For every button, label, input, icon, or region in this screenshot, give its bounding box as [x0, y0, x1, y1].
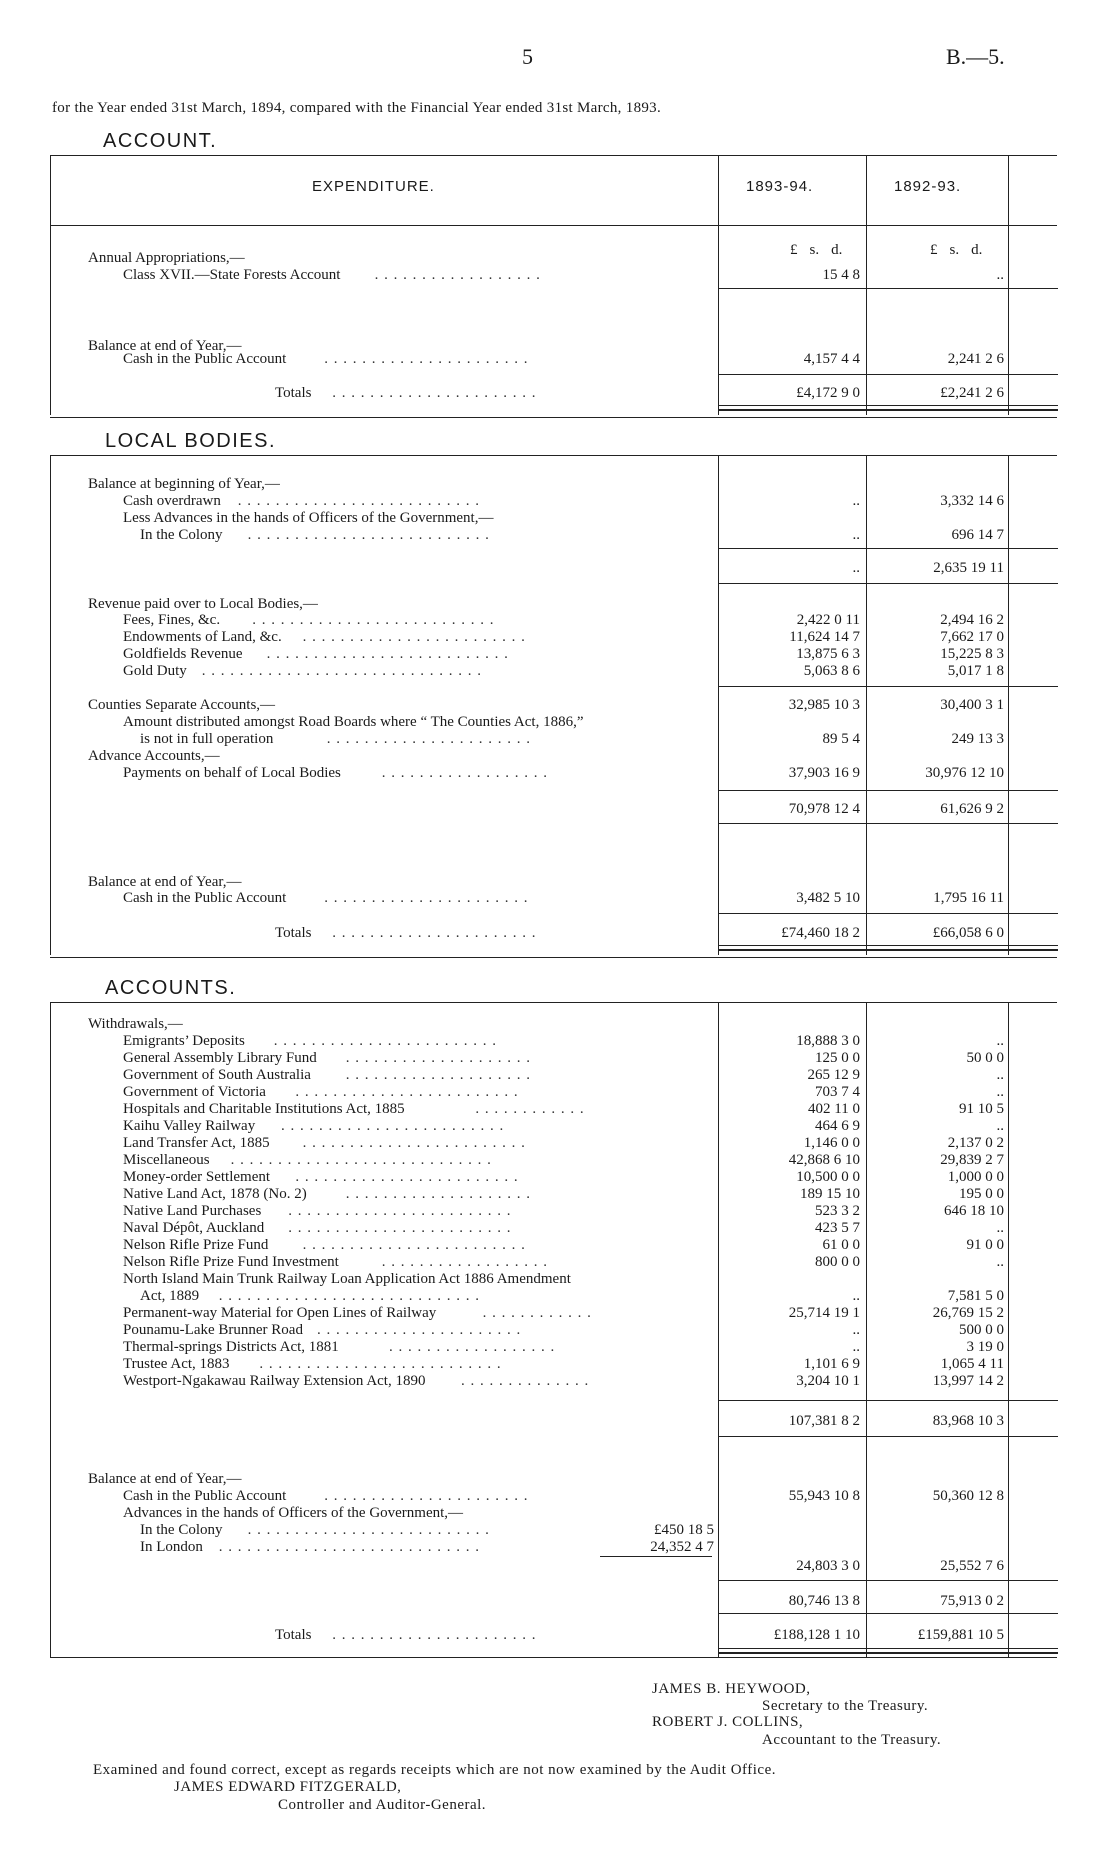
leader-dots: . . . . . . . . . . . . . . . . . . . . [345, 1067, 532, 1083]
row-label: Miscellaneous [123, 1152, 210, 1168]
table-bottom-rule [50, 957, 1057, 958]
leader-dots: . . . . . . . . . . . . . . . . . . . . . . . . [302, 1237, 526, 1253]
amount-1893-94: 42,868 6 10 [788, 1152, 860, 1168]
table-row [0, 510, 1114, 527]
amount-1892-93: 61,626 9 2 [940, 801, 1004, 817]
row-label: Native Land Act, 1878 (No. 2) [123, 1186, 307, 1202]
rule-line [718, 405, 1058, 406]
rule-line [718, 1580, 1058, 1581]
row-label: Payments on behalf of Local Bodies [123, 765, 341, 781]
amount-1892-93: 646 18 10 [944, 1203, 1004, 1219]
rule-line [718, 913, 1058, 914]
leader-dots: . . . . . . . . . . . . . . . . . . . . . . [324, 351, 529, 367]
table-row [0, 663, 1114, 680]
accountant-name: ROBERT J. COLLINS, [652, 1714, 804, 1730]
amount-1893-94: £188,128 1 10 [773, 1627, 860, 1643]
amount-1893-94: 423 5 7 [815, 1220, 860, 1236]
table-row [0, 1522, 1114, 1539]
unit-pence: d. [831, 242, 843, 258]
leader-dots: . . . . . . . . . . . . . . . . . . . . . . [332, 1627, 537, 1643]
leader-dots: . . . . . . . . . . . . . . . . . . . . . . . . [295, 1084, 519, 1100]
row-label: Revenue paid over to Local Bodies,— [88, 596, 318, 612]
amount-1893-94: 80,746 13 8 [788, 1593, 860, 1609]
leader-dots: . . . . . . . . . . . . . . . . . . . . . . . . . . . . [218, 1288, 481, 1304]
leader-dots: . . . . . . . . . . . . . . . . . . . . . . . . . . [247, 527, 490, 543]
rule-line [718, 823, 1058, 824]
leader-dots: . . . . . . . . . . . . . . . . . . . . . . . . [302, 629, 526, 645]
amount-1893-94: 32,985 10 3 [788, 697, 860, 713]
row-label: Naval Dépôt, Auckland [123, 1220, 265, 1236]
table-row [0, 385, 1114, 402]
table-row [0, 1322, 1114, 1339]
row-label: Goldfields Revenue [123, 646, 243, 662]
amount-1893-94: 1,146 0 0 [803, 1135, 860, 1151]
leader-dots: . . . . . . . . . . . . . . . . . . . . [345, 1186, 532, 1202]
column-divider [866, 155, 867, 415]
amount-1893-94: 18,888 3 0 [796, 1033, 860, 1049]
row-label: Endowments of Land, &c. [123, 629, 282, 645]
amount-1893-94: 61 0 0 [822, 1237, 860, 1253]
row-label: In London [140, 1539, 203, 1555]
amount-1892-93: 83,968 10 3 [932, 1413, 1004, 1429]
amount-1893-94: 107,381 8 2 [788, 1413, 860, 1429]
auditor-name: JAMES EDWARD FITZGERALD, [174, 1779, 402, 1795]
row-label: Advances in the hands of Officers of the Government,— [123, 1505, 464, 1521]
table-left-border [50, 155, 51, 415]
amount-1893-94: 523 3 2 [815, 1203, 860, 1219]
table-row [0, 731, 1114, 748]
amount-1893-94: 24,803 3 0 [796, 1558, 860, 1574]
row-label: Nelson Rifle Prize Fund Investment [123, 1254, 339, 1270]
row-label: Nelson Rifle Prize Fund [123, 1237, 269, 1253]
row-label: Cash overdrawn [123, 493, 221, 509]
amount-1893-94: 703 7 4 [815, 1084, 860, 1100]
amount-1892-93: 2,241 2 6 [947, 351, 1004, 367]
table-row [0, 267, 1114, 284]
row-label: Totals [275, 1627, 312, 1643]
amount-1893-94: .. [852, 527, 860, 543]
table-row [0, 874, 1114, 891]
table-row [0, 1558, 1114, 1575]
amount-1892-93: 2,635 19 11 [933, 560, 1004, 576]
amount-1893-94: 3,482 5 10 [796, 890, 860, 906]
leader-dots: . . . . . . . . . . . . [475, 1101, 585, 1117]
amount-1892-93: .. [996, 1067, 1004, 1083]
amount-1893-94: 189 15 10 [800, 1186, 860, 1202]
amount-1892-93: 7,581 5 0 [947, 1288, 1004, 1304]
rule-line [718, 1436, 1058, 1437]
leader-dots: . . . . . . . . . . . . . . . . . . . . . . [324, 890, 529, 906]
leader-dots: . . . . . . . . . . . . . . . . . . . . . . [324, 1488, 529, 1504]
amount-1893-94: 3,204 10 1 [796, 1373, 860, 1389]
row-label: Fees, Fines, &c. [123, 612, 221, 628]
table-row [0, 1471, 1114, 1488]
amount-1892-93: 91 0 0 [966, 1237, 1004, 1253]
row-label: General Assembly Library Fund [123, 1050, 317, 1066]
row-label: Counties Separate Accounts,— [88, 697, 276, 713]
leader-dots: . . . . . . . . . . . . . . . . . . . . . . [326, 731, 532, 747]
secretary-name: JAMES B. HEYWOOD, [652, 1681, 811, 1697]
row-label: Balance at beginning of Year,— [88, 476, 280, 492]
amount-1892-93: 1,795 16 11 [933, 890, 1004, 906]
rule-line [718, 790, 1058, 791]
amount-1893-94: 4,157 4 4 [803, 351, 860, 367]
leader-dots: . . . . . . . . . . . . . . . . . . . . [345, 1050, 532, 1066]
table-row [0, 629, 1114, 646]
amount-1892-93: .. [996, 1033, 1004, 1049]
table-row [0, 1339, 1114, 1356]
table-row [0, 714, 1114, 731]
amount-1892-93: £159,881 10 5 [917, 1627, 1004, 1643]
table-row [0, 1203, 1114, 1220]
row-label: Trustee Act, 1883 [123, 1356, 230, 1372]
leader-dots: . . . . . . . . . . . . . . . . . . . . . . . . [273, 1033, 498, 1049]
table-row [0, 1220, 1114, 1237]
accountant-title: Accountant to the Treasury. [762, 1732, 942, 1748]
amount-1892-93: 25,552 7 6 [940, 1558, 1004, 1574]
amount-1893-94: £4,172 9 0 [796, 385, 860, 401]
row-label: Government of South Australia [123, 1067, 311, 1083]
column-divider [718, 155, 719, 415]
amount-1892-93: .. [996, 1254, 1004, 1270]
table-row [0, 748, 1114, 765]
rule-line [718, 1652, 1058, 1654]
unit-pence: d. [971, 242, 983, 258]
rule-line [718, 945, 1058, 946]
table-row [0, 1237, 1114, 1254]
page-code: B.—5. [946, 44, 1005, 69]
table-row [0, 1016, 1114, 1033]
row-label: Westport-Ngakawau Railway Extension Act, 1890 [123, 1373, 426, 1389]
row-label: Advance Accounts,— [88, 748, 220, 764]
row-label: is not in full operation [140, 731, 274, 747]
amount-1893-94: 11,624 14 7 [789, 629, 860, 645]
amount-1893-94: 402 11 0 [808, 1101, 860, 1117]
row-label: Totals [275, 925, 312, 941]
table-row [0, 476, 1114, 493]
amount-1892-93: 75,913 0 2 [940, 1593, 1004, 1609]
row-label: Withdrawals,— [88, 1016, 183, 1032]
row-label: Annual Appropriations,— [88, 250, 245, 266]
table-row [0, 1152, 1114, 1169]
amount-1892-93: 195 0 0 [959, 1186, 1004, 1202]
table-bottom-rule [50, 1657, 1057, 1658]
amount-1893-94: .. [852, 1322, 860, 1338]
rule-line [718, 548, 1058, 549]
page-number: 5 [522, 44, 533, 69]
amount-1892-93: 3,332 14 6 [940, 493, 1004, 509]
table-row [0, 1271, 1114, 1288]
rule-line [718, 949, 1058, 951]
table-row [0, 351, 1114, 368]
amount-1893-94: .. [852, 1288, 860, 1304]
table-row [0, 1186, 1114, 1203]
table-row [0, 1288, 1114, 1305]
secretary-title: Secretary to the Treasury. [762, 1698, 929, 1714]
table-row [0, 1050, 1114, 1067]
row-label: Thermal-springs Districts Act, 1881 [123, 1339, 339, 1355]
leader-dots: . . . . . . . . . . . . . . . . . . [389, 1339, 556, 1355]
row-label: In the Colony [140, 1522, 223, 1538]
amount-1892-93: .. [996, 1220, 1004, 1236]
leader-dots: . . . . . . . . . . . . . . . . . . . . . . . . . . . . [230, 1152, 492, 1168]
amount-1893-94: 37,903 16 9 [788, 765, 860, 781]
table-row [0, 1505, 1114, 1522]
row-label: Money-order Settlement [123, 1169, 271, 1185]
leader-dots: . . . . . . . . . . . . . . . . . . . . . . [332, 925, 537, 941]
leader-dots: . . . . . . . . . . . . . . . . . . . . . . . . [288, 1203, 512, 1219]
rule-line [718, 288, 1058, 289]
table-row [0, 1169, 1114, 1186]
amount-1892-93: .. [996, 1118, 1004, 1134]
amount-1892-93: 13,997 14 2 [932, 1373, 1004, 1389]
row-label: Less Advances in the hands of Officers of the Government,— [123, 510, 494, 526]
table-row [0, 1135, 1114, 1152]
table-top-rule [50, 455, 1057, 456]
amount-1892-93: 30,976 12 10 [925, 765, 1004, 781]
amount-1892-93: 2,137 0 2 [947, 1135, 1004, 1151]
table-row [0, 1118, 1114, 1135]
table-row [0, 890, 1114, 907]
page-subtitle: for the Year ended 31st March, 1894, compared with the Financial Year ended 31st March, 1893. [52, 100, 662, 116]
table-row [0, 925, 1114, 942]
amount-1893-94: 15 4 8 [822, 267, 860, 283]
leader-dots: . . . . . . . . . . . . . . . . . . . . . . . . . . [252, 612, 495, 628]
amount-1893-94: 25,714 19 1 [788, 1305, 860, 1321]
amount-1893-94: 265 12 9 [807, 1067, 860, 1083]
amount-1893-94: 10,500 0 0 [796, 1169, 860, 1185]
amount-1892-93: £66,058 6 0 [932, 925, 1004, 941]
table-row [0, 1488, 1114, 1505]
leader-dots: . . . . . . . . . . . . . . . . . . . . . . . . [295, 1169, 519, 1185]
leader-dots: . . . . . . . . . . . . . . . . . . . . . . [317, 1322, 522, 1338]
table-row [0, 801, 1114, 818]
row-label: Permanent-way Material for Open Lines of Railway [123, 1305, 437, 1321]
amount-1893-94: .. [852, 493, 860, 509]
amount-1893-94: 13,875 6 3 [796, 646, 860, 662]
rule-line [718, 374, 1058, 375]
table-row [0, 250, 1114, 267]
row-label: Hospitals and Charitable Institutions Act, 1885 [123, 1101, 405, 1117]
leader-dots: . . . . . . . . . . . . . . . . . . . . . . . . . . [247, 1522, 490, 1538]
leader-dots: . . . . . . . . . . . . . . . . . . . . . . [332, 385, 537, 401]
amount-1893-94: 1,101 6 9 [803, 1356, 860, 1372]
amount-1893-94: 800 0 0 [815, 1254, 860, 1270]
leader-dots: . . . . . . . . . . . . . . . . . . . . . . . . . . . . [218, 1539, 481, 1555]
table-row [0, 493, 1114, 510]
table-row [0, 1627, 1114, 1644]
leader-dots: . . . . . . . . . . . . . . . . . . [381, 765, 549, 781]
unit-shilling: s. [809, 242, 820, 258]
row-label: Act, 1889 [140, 1288, 200, 1304]
row-label: Kaihu Valley Railway [123, 1118, 256, 1134]
table-row [0, 1539, 1114, 1556]
section-title-accounts: ACCOUNTS. [105, 977, 237, 999]
amount-1893-94: £74,460 18 2 [781, 925, 860, 941]
row-label: Balance at end of Year,— [88, 1471, 242, 1487]
leader-dots: . . . . . . . . . . . . . . . . . . . . . . . . . . . . . . [201, 663, 483, 679]
amount-1893-94: 70,978 12 4 [788, 801, 860, 817]
table-row [0, 1033, 1114, 1050]
section-title-account: ACCOUNT. [103, 130, 218, 152]
row-label: Cash in the Public Account [123, 1488, 287, 1504]
table-row [0, 1067, 1114, 1084]
header-expenditure: EXPENDITURE. [312, 178, 435, 195]
table-row [0, 697, 1114, 714]
row-label: Emigrants’ Deposits [123, 1033, 245, 1049]
amount-1893-94: 2,422 0 11 [796, 612, 860, 628]
row-label: Cash in the Public Account [123, 351, 287, 367]
row-label: In the Colony [140, 527, 223, 543]
row-label: Native Land Purchases [123, 1203, 262, 1219]
row-label: Government of Victoria [123, 1084, 266, 1100]
amount-1892-93: 1,000 0 0 [947, 1169, 1004, 1185]
leader-dots: . . . . . . . . . . . . . . . . . . . . . . . . [288, 1220, 512, 1236]
row-label: North Island Main Trunk Railway Loan Application Act 1886 Amendment [123, 1271, 571, 1287]
amount-1892-93: 29,839 2 7 [940, 1152, 1004, 1168]
amount-1893-94: 5,063 8 6 [803, 663, 860, 679]
row-label: Totals [275, 385, 312, 401]
row-label: Land Transfer Act, 1885 [123, 1135, 270, 1151]
table-row [0, 527, 1114, 544]
table-row [0, 1593, 1114, 1610]
row-label: Balance at end of Year,— [88, 874, 242, 890]
rule-line [718, 1613, 1058, 1614]
row-label: Amount distributed amongst Road Boards where “ The Counties Act, 1886,” [123, 714, 584, 730]
rule-line [718, 1648, 1058, 1649]
leader-dots: . . . . . . . . . . . . . . . . . . [374, 267, 541, 283]
leader-dots: . . . . . . . . . . . . . . . . . . . . . . . . [281, 1118, 505, 1134]
audit-note: Examined and found correct, except as regards receipts which are not now examined by the Audit Office. [93, 1762, 776, 1778]
row-label: Balance at end of Year,— [88, 338, 242, 354]
amount-1892-93: .. [996, 1084, 1004, 1100]
table-row [0, 1084, 1114, 1101]
leader-dots: . . . . . . . . . . . . [482, 1305, 592, 1321]
leader-dots: . . . . . . . . . . . . . . . . . . [381, 1254, 549, 1270]
amount-1892-93: .. [996, 267, 1004, 283]
table-row [0, 1413, 1114, 1430]
table-row [0, 612, 1114, 629]
row-label: Gold Duty [123, 663, 187, 679]
table-row [0, 1305, 1114, 1322]
amount-1892-93: 500 0 0 [959, 1322, 1004, 1338]
sub-total-rule [600, 1556, 712, 1557]
amount-1892-93: 15,225 8 3 [940, 646, 1004, 662]
amount-1892-93: 249 13 3 [951, 731, 1004, 747]
amount-1893-94: 89 5 4 [822, 731, 860, 747]
amount-1893-94: 464 6 9 [815, 1118, 860, 1134]
amount-1892-93: 5,017 1 8 [947, 663, 1004, 679]
row-label: Pounamu-Lake Brunner Road [123, 1322, 303, 1338]
amount-1892-93: 30,400 3 1 [940, 697, 1004, 713]
amount-1892-93: 3 19 0 [966, 1339, 1004, 1355]
auditor-title: Controller and Auditor-General. [278, 1797, 487, 1813]
leader-dots: . . . . . . . . . . . . . . [461, 1373, 590, 1389]
table-row [0, 646, 1114, 663]
rule-line [718, 409, 1058, 411]
table-row [0, 596, 1114, 613]
amount-1892-93: 50,360 12 8 [932, 1488, 1004, 1504]
table-top-rule [50, 1002, 1057, 1003]
amount-1892-93: 7,662 17 0 [940, 629, 1004, 645]
unit-pound: £ [790, 242, 798, 258]
amount-1893-94: .. [852, 1339, 860, 1355]
leader-dots: . . . . . . . . . . . . . . . . . . . . . . . . [302, 1135, 526, 1151]
header-1892-93: 1892-93. [894, 178, 962, 195]
amount-1892-93: 696 14 7 [951, 527, 1004, 543]
table-row [0, 1254, 1114, 1271]
amount-1892-93: 2,494 16 2 [940, 612, 1004, 628]
rule-line [718, 583, 1058, 584]
unit-pound: £ [930, 242, 938, 258]
header-1893-94: 1893-94. [746, 178, 814, 195]
table-row [0, 765, 1114, 782]
leader-dots: . . . . . . . . . . . . . . . . . . . . . . . . . . [237, 493, 481, 509]
sub-amount: 24,352 4 7 [650, 1539, 714, 1555]
leader-dots: . . . . . . . . . . . . . . . . . . . . . . . . . . [266, 646, 509, 662]
rule-line [718, 686, 1058, 687]
header-rule [50, 225, 1057, 226]
table-row [0, 560, 1114, 577]
amount-1893-94: 125 0 0 [815, 1050, 860, 1066]
amount-1892-93: 50 0 0 [966, 1050, 1004, 1066]
amount-1892-93: 1,065 4 11 [940, 1356, 1004, 1372]
row-label: Class XVII.—State Forests Account [123, 267, 341, 283]
rule-line [718, 1400, 1058, 1401]
leader-dots: . . . . . . . . . . . . . . . . . . . . . . . . . . [259, 1356, 502, 1372]
table-row [0, 1101, 1114, 1118]
table-row [0, 1373, 1114, 1390]
column-divider [1008, 155, 1009, 415]
table-top-rule [50, 155, 1057, 156]
section-title-local-bodies: LOCAL BODIES. [105, 430, 277, 452]
sub-amount: £450 18 5 [654, 1522, 714, 1538]
unit-shilling: s. [949, 242, 960, 258]
row-label: Cash in the Public Account [123, 890, 287, 906]
amount-1893-94: .. [852, 560, 860, 576]
amount-1892-93: 26,769 15 2 [932, 1305, 1004, 1321]
amount-1893-94: 55,943 10 8 [788, 1488, 860, 1504]
amount-1892-93: £2,241 2 6 [940, 385, 1004, 401]
table-bottom-rule [50, 417, 1057, 418]
amount-1892-93: 91 10 5 [959, 1101, 1004, 1117]
table-row [0, 1356, 1114, 1373]
